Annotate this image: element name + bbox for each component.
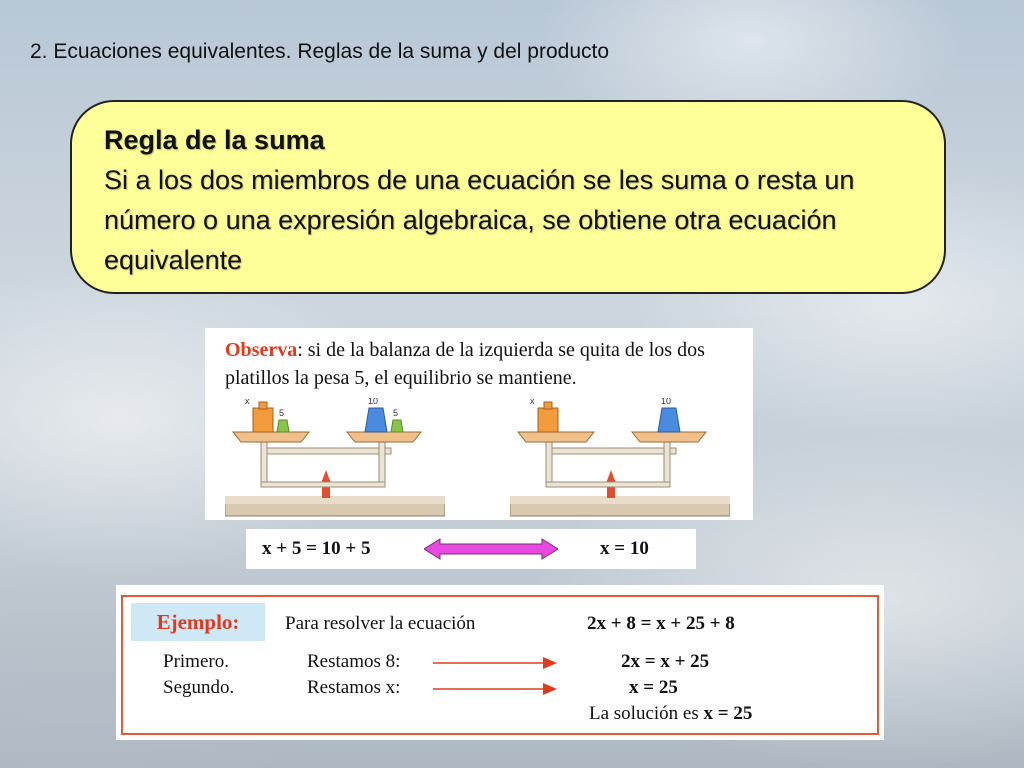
double-arrow-icon (424, 537, 558, 561)
step2-label: Segundo. (163, 677, 235, 698)
weight-5a-label: 5 (279, 408, 285, 418)
equation-left: x + 5 = 10 + 5 (262, 538, 371, 559)
example-badge: Ejemplo: (131, 603, 265, 641)
step1-result: 2x = x + 25 (621, 651, 710, 672)
equation-right: x = 10 (600, 538, 649, 559)
weight-10-label-right: 10 (661, 398, 672, 406)
balance-left-illustration (225, 398, 445, 520)
solution-value: x = 25 (703, 703, 753, 724)
balance-right-illustration (510, 398, 730, 520)
balance-left (225, 398, 445, 520)
solution-prefix: La solución es (589, 703, 704, 724)
observe-text (225, 336, 755, 392)
arrow-right-icon (433, 682, 557, 696)
weight-x-label: x (245, 398, 250, 406)
weight-5b-label: 5 (393, 408, 399, 418)
step1-label: Primero. (163, 651, 229, 672)
rule-text: Si a los dos miembros de una ecuación se les suma o resta un número o una expresión algebraica, se obtiene otra ecuación equivalente (104, 165, 855, 275)
solution-line (589, 703, 752, 725)
example-intro: Para resolver la ecuación (285, 613, 476, 634)
equation-strip (246, 529, 696, 569)
balance-right (510, 398, 730, 520)
weight-x-label-right: x (530, 398, 535, 406)
arrow-right-icon (433, 656, 557, 670)
observe-sentence: : si de la balanza de la izquierda se quita de los dos platillos la pesa 5, el equilibrio se mantiene. (225, 339, 705, 389)
step1-action: Restamos 8: (307, 651, 401, 672)
step2-result: x = 25 (629, 677, 678, 698)
example-panel (116, 585, 884, 740)
observe-keyword: Observa (225, 339, 298, 361)
example-equation: 2x + 8 = x + 25 + 8 (587, 613, 735, 634)
observe-panel (205, 328, 753, 520)
example-frame (121, 595, 879, 735)
weight-10-label: 10 (368, 398, 379, 406)
slide-title: 2. Ecuaciones equivalentes. Reglas de la suma y del producto (30, 40, 610, 63)
rule-box (70, 100, 946, 294)
rule-heading: Regla de la suma (104, 125, 325, 155)
step2-action: Restamos x: (307, 677, 401, 698)
